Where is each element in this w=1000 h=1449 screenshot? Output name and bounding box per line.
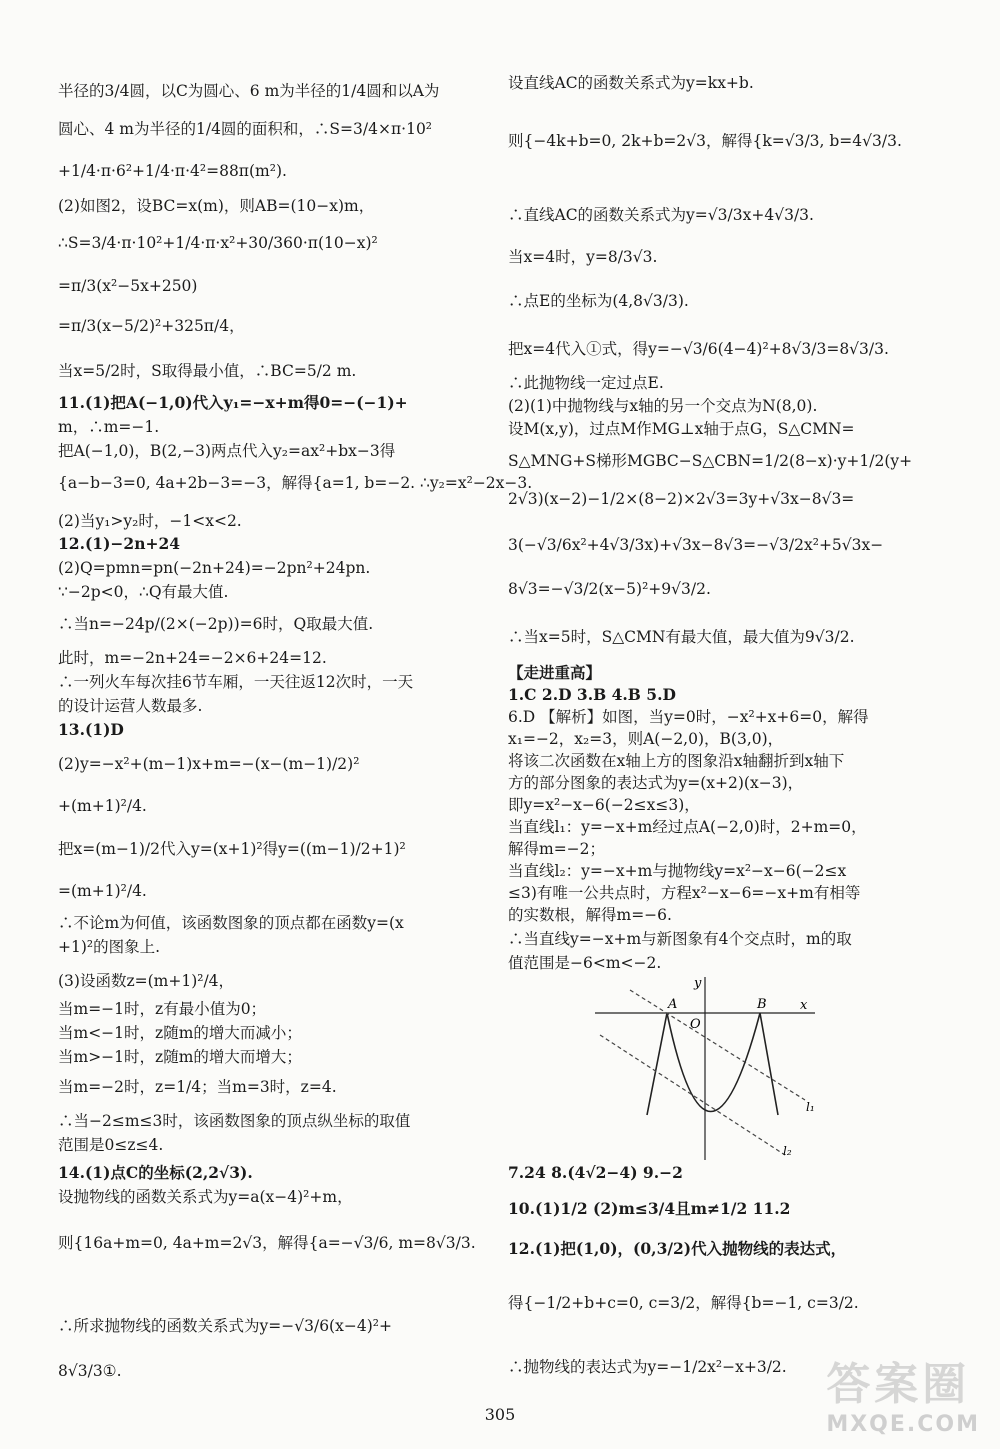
text-line: (2)(1)中抛物线与x轴的另一个交点为N(8,0). xyxy=(508,397,818,415)
text-line: 当m=−1时，z有最小值为0； xyxy=(58,1000,267,1018)
parabola-figure xyxy=(590,975,820,1160)
text-line: ∴不论m为何值，该函数图象的顶点都在函数y=(x xyxy=(58,914,404,932)
text-line: 的实数根，解得m=−6. xyxy=(508,906,672,924)
x-axis-label: x xyxy=(800,998,808,1013)
text-line: 的设计运营人数最多. xyxy=(58,697,203,715)
point-b-label: B xyxy=(757,997,767,1012)
text-line: 当m<−1时，z随m的增大而减小； xyxy=(58,1024,302,1042)
text-line: ∴点E的坐标为(4,8√3/3). xyxy=(508,292,689,310)
text-line: ∴所求抛物线的函数关系式为y=−√3/6(x−4)²+ xyxy=(58,1317,392,1335)
text-line: 13.(1)D xyxy=(58,720,124,739)
text-line: 8√3=−√3/2(x−5)²+9√3/2. xyxy=(508,580,711,598)
origin-label: O xyxy=(690,1017,701,1032)
point-a-label: A xyxy=(668,997,678,1012)
text-line: 设直线AC的函数关系式为y=kx+b. xyxy=(508,74,754,92)
text-line: 11.(1)把A(−1,0)代入y₁=−x+m得0=−(−1)+ xyxy=(58,393,408,412)
text-line: ∴抛物线的表达式为y=−1/2x²−x+3/2. xyxy=(508,1358,787,1376)
text-line: +1/4·π·6²+1/4·π·4²=88π(m²). xyxy=(58,162,287,180)
text-line: 12.(1)把(1,0)，(0,3/2)代入抛物线的表达式， xyxy=(508,1239,847,1258)
text-line: ∴当n=−24p/(2×(−2p))=6时，Q取最大值. xyxy=(58,615,374,633)
text-line: 解得m=−2； xyxy=(508,840,606,858)
folded-parabola xyxy=(647,1013,778,1115)
y-axis-label: y xyxy=(694,976,702,991)
line-l1-label: l₁ xyxy=(806,1100,815,1114)
watermark-logo xyxy=(826,1348,980,1437)
text-line: 7.24 8.(4√2−4) 9.−2 xyxy=(508,1163,683,1182)
text-line: ∵−2p<0，∴Q有最大值. xyxy=(58,583,229,601)
text-line: (3)设函数z=(m+1)²/4， xyxy=(58,972,235,990)
text-line: 14.(1)点C的坐标(2,2√3). xyxy=(58,1163,253,1182)
section-title: 【走进重高】 xyxy=(508,663,602,682)
text-line: 圆心、4 m为半径的1/4圆的面积和，∴S=3/4×π·10² xyxy=(58,120,433,138)
text-line: (2)Q=pmn=pn(−2n+24)=−2pn²+24pn. xyxy=(58,559,371,577)
text-line: 值范围是−6<m<−2. xyxy=(508,954,662,972)
text-line: 把A(−1,0)，B(2,−3)两点代入y₂=ax²+bx−3得 xyxy=(58,442,396,460)
text-line: 则{−4k+b=0, 2k+b=2√3，解得{k=√3/3, b=4√3/3. xyxy=(508,132,902,150)
text-line: 得{−1/2+b+c=0, c=3/2，解得{b=−1, c=3/2. xyxy=(508,1294,859,1312)
text-line: +1)²的图象上. xyxy=(58,938,161,956)
text-line: 3(−√3/6x²+4√3/3x)+√3x−8√3=−√3/2x²+5√3x− xyxy=(508,536,884,554)
text-line: 1.C 2.D 3.B 4.B 5.D xyxy=(508,685,676,704)
text-line: {a−b−3=0, 4a+2b−3=−3，解得{a=1, b=−2. ∴y₂=x²−2x−3. xyxy=(58,474,533,492)
text-line: 此时，m=−2n+24=−2×6+24=12. xyxy=(58,649,327,667)
text-line: x₁=−2，x₂=3，则A(−2,0)，B(3,0)， xyxy=(508,730,784,748)
text-line: =(m+1)²/4. xyxy=(58,882,147,900)
text-line: 当直线l₂：y=−x+m与抛物线y=x²−x−6(−2≤x xyxy=(508,862,847,880)
text-line: ∴一列火车每次挂6节车厢，一天往返12次时，一天 xyxy=(58,673,414,691)
text-line: 当m=−2时，z=1/4；当m=3时，z=4. xyxy=(58,1078,337,1096)
text-line: (2)如图2，设BC=x(m)，则AB=(10−x)m， xyxy=(58,197,375,215)
text-line: =π/3(x−5/2)²+325π/4， xyxy=(58,317,245,335)
text-line: ≤3)有唯一公共点时，方程x²−x−6=−x+m有相等 xyxy=(508,884,861,902)
text-line: ∴直线AC的函数关系式为y=√3/3x+4√3/3. xyxy=(508,206,814,224)
text-line: 2√3)(x−2)−1/2×(8−2)×2√3=3y+√3x−8√3= xyxy=(508,490,855,508)
text-line: 12.(1)−2n+24 xyxy=(58,534,181,553)
text-line: 10.(1)1/2 (2)m≤3/4且m≠1/2 11.2 xyxy=(508,1199,791,1218)
text-line: =π/3(x²−5x+250) xyxy=(58,277,198,295)
text-line: ∴此抛物线一定过点E. xyxy=(508,374,664,392)
text-line: 6.D 【解析】如图，当y=0时，−x²+x+6=0，解得 xyxy=(508,708,869,726)
text-line: 方的部分图象的表达式为y=(x+2)(x−3)， xyxy=(508,774,804,792)
text-line: ∴当x=5时，S△CMN有最大值，最大值为9√3/2. xyxy=(508,628,855,646)
page-number: 305 xyxy=(484,1405,516,1424)
text-line: 当直线l₁：y=−x+m经过点A(−2,0)时，2+m=0， xyxy=(508,818,867,836)
text-line: ∴当−2≤m≤3时，该函数图象的顶点纵坐标的取值 xyxy=(58,1112,411,1130)
text-line: (2)y=−x²+(m−1)x+m=−(x−(m−1)/2)² xyxy=(58,755,360,773)
text-line: 半径的3/4圆，以C为圆心、6 m为半径的1/4圆和以A为 xyxy=(58,82,440,100)
text-line: 把x=(m−1)/2代入y=(x+1)²得y=((m−1)/2+1)² xyxy=(58,840,406,858)
text-line: ∴当直线y=−x+m与新图象有4个交点时，m的取 xyxy=(508,930,852,948)
watermark-logo-text: 答案圈 xyxy=(826,1359,971,1410)
text-line: ∴S=3/4·π·10²+1/4·π·x²+30/360·π(10−x)² xyxy=(58,234,378,252)
line-l2-label: l₂ xyxy=(783,1144,792,1158)
text-line: (2)当y₁>y₂时，−1<x<2. xyxy=(58,512,242,530)
watermark-site: MXQE.COM xyxy=(826,1412,980,1437)
text-line: +(m+1)²/4. xyxy=(58,797,147,815)
text-line: 设抛物线的函数关系式为y=a(x−4)²+m， xyxy=(58,1188,353,1206)
text-line: 设M(x,y)，过点M作MG⊥x轴于点G，S△CMN= xyxy=(508,420,855,438)
text-line: 当x=4时，y=8/3√3. xyxy=(508,248,658,266)
text-line: 当m>−1时，z随m的增大而增大； xyxy=(58,1048,302,1066)
line-l1 xyxy=(630,990,805,1100)
text-line: 范围是0≤z≤4. xyxy=(58,1136,164,1154)
text-line: 8√3/3①. xyxy=(58,1362,122,1380)
text-line: 把x=4代入①式，得y=−√3/6(4−4)²+8√3/3=8√3/3. xyxy=(508,340,889,358)
text-line: S△MNG+S梯形MGBC−S△CBN=1/2(8−x)·y+1/2(y+ xyxy=(508,452,913,470)
text-line: 当x=5/2时，S取得最小值，∴BC=5/2 m. xyxy=(58,362,357,380)
text-line: 将该二次函数在x轴上方的图象沿x轴翻折到x轴下 xyxy=(508,752,845,770)
text-line: 即y=x²−x−6(−2≤x≤3)， xyxy=(508,796,700,814)
text-line: 则{16a+m=0, 4a+m=2√3，解得{a=−√3/6, m=8√3/3. xyxy=(58,1234,476,1252)
text-line: m，∴m=−1. xyxy=(58,418,160,436)
